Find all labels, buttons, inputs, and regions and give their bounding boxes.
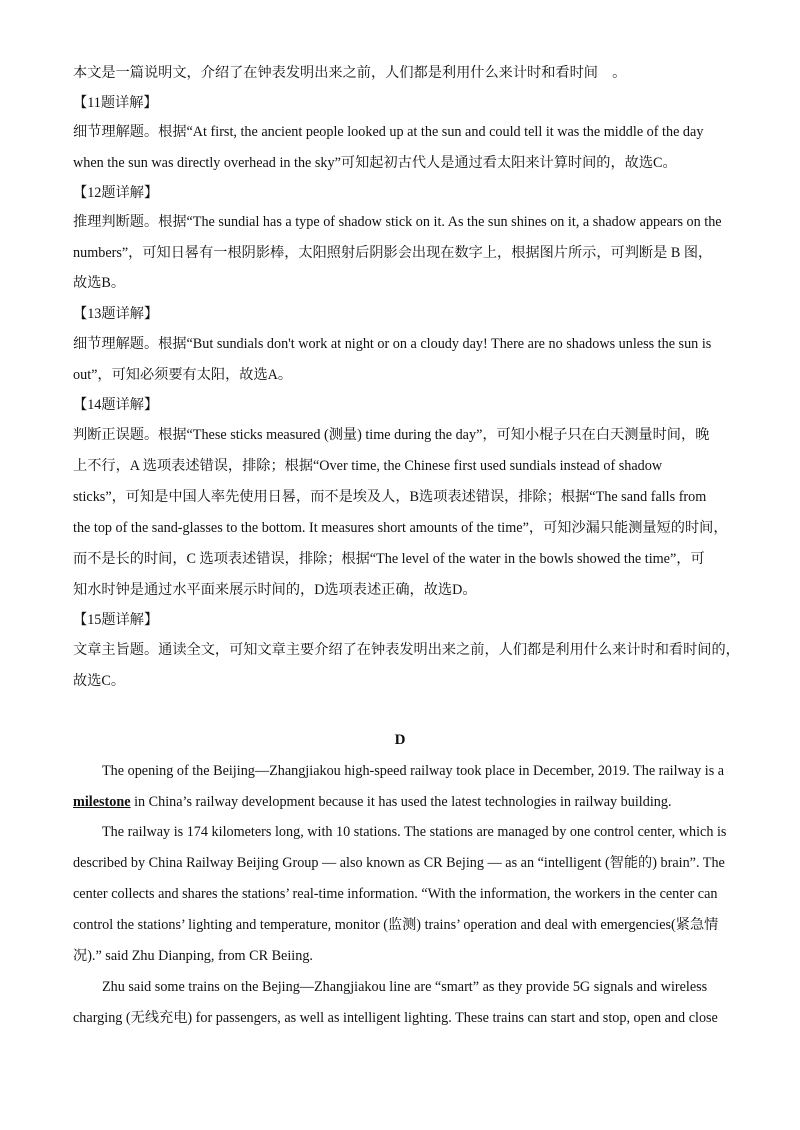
q13-line: out”，可知必须要有太阳，故选A。 <box>73 367 293 383</box>
passage-p2-line: The railway is 174 kilometers long, with 10 stations. The stations are managed by one control center, which is <box>102 824 727 840</box>
q12-line: 故选B。 <box>73 275 126 291</box>
q11-line: 细节理解题。根据“At first, the ancient people looked up at the sun and could tell it was the middle of the day <box>73 124 704 140</box>
q11-heading: 【11题详解】 <box>73 95 158 111</box>
passage-p3-line: charging (无线充电) for passengers, as well as intelligent lighting. These trains can start and stop, open and close <box>73 1010 718 1026</box>
passage-p2-line: center collects and shares the stations’ real-time information. “With the information, the workers in the center can <box>73 886 718 902</box>
passage-p2-line: described by China Railway Beijing Group — also known as CR Bejing — as an “intelligent (智能的) brain”. The <box>73 855 725 871</box>
q14-line: sticks”，可知是中国人率先使用日晷，而不是埃及人，B选项表述错误，排除；根据“The sand falls from <box>73 489 707 505</box>
passage-p2-line: control the stations’ lighting and temperature, monitor (监测) trains’ operation and deal with emergencies(紧急情 <box>73 917 719 933</box>
q14-heading: 【14题详解】 <box>73 397 159 413</box>
q15-heading: 【15题详解】 <box>73 612 159 628</box>
explanation-intro: 本文是一篇说明文，介绍了在钟表发明出来之前，人们都是利用什么来计时和看时间 。 <box>73 65 627 81</box>
q12-line: numbers”，可知日晷有一根阴影棒，太阳照射后阴影会出现在数字上，根据图片所示，可判断是 B 图， <box>73 245 713 261</box>
q14-line: 知水时钟是通过水平面来展示时间的，D选项表述正确，故选D。 <box>73 582 477 598</box>
q14-line: 判断正误题。根据“These sticks measured (测量) time during the day”，可知小棍子只在白天测量时间，晚 <box>73 427 710 443</box>
passage-p1-line: The opening of the Beijing—Zhangjiakou high-speed railway took place in December, 2019. The railway is a <box>102 763 725 779</box>
passage-p1-line <box>73 792 733 812</box>
q13-line: 细节理解题。根据“But sundials don't work at night or on a cloudy day! There are no shadows unless the sun is <box>73 336 712 352</box>
q14-line: 而不是长的时间，C 选项表述错误，排除；根据“The level of the water in the bowls showed the time”，可 <box>73 551 705 567</box>
q14-line: the top of the sand-glasses to the bottom. It measures short amounts of the time”，可知沙漏只能测量短的时间， <box>73 520 728 536</box>
q15-line: 文章主旨题。通读全文，可知文章主要介绍了在钟表发明出来之前，人们都是利用什么来计时和看时间的， <box>73 642 740 658</box>
q15-line: 故选C。 <box>73 673 126 689</box>
q12-line: 推理判断题。根据“The sundial has a type of shadow stick on it. As the sun shines on it, a shadow appears on the <box>73 214 722 230</box>
q14-line: 上不行，A 选项表述错误，排除；根据“Over time, the Chinese first used sundials instead of shadow <box>73 458 663 474</box>
passage-title: D <box>394 732 406 748</box>
passage-p2-line: 况).” said Zhu Dianping, from CR Beiing. <box>73 948 313 964</box>
q12-heading: 【12题详解】 <box>73 185 159 201</box>
q11-line: when the sun was directly overhead in the sky”可知起初古代人是通过看太阳来计算时间的，故选C。 <box>73 155 677 171</box>
passage-p3-line: Zhu said some trains on the Bejing—Zhangjiakou line are “smart” as they provide 5G signals and wireless <box>102 979 708 995</box>
milestone-keyword: milestone <box>73 794 131 810</box>
passage-p1-rest: in China’s railway development because it has used the latest technologies in railway building. <box>130 794 672 810</box>
q13-heading: 【13题详解】 <box>73 306 159 322</box>
